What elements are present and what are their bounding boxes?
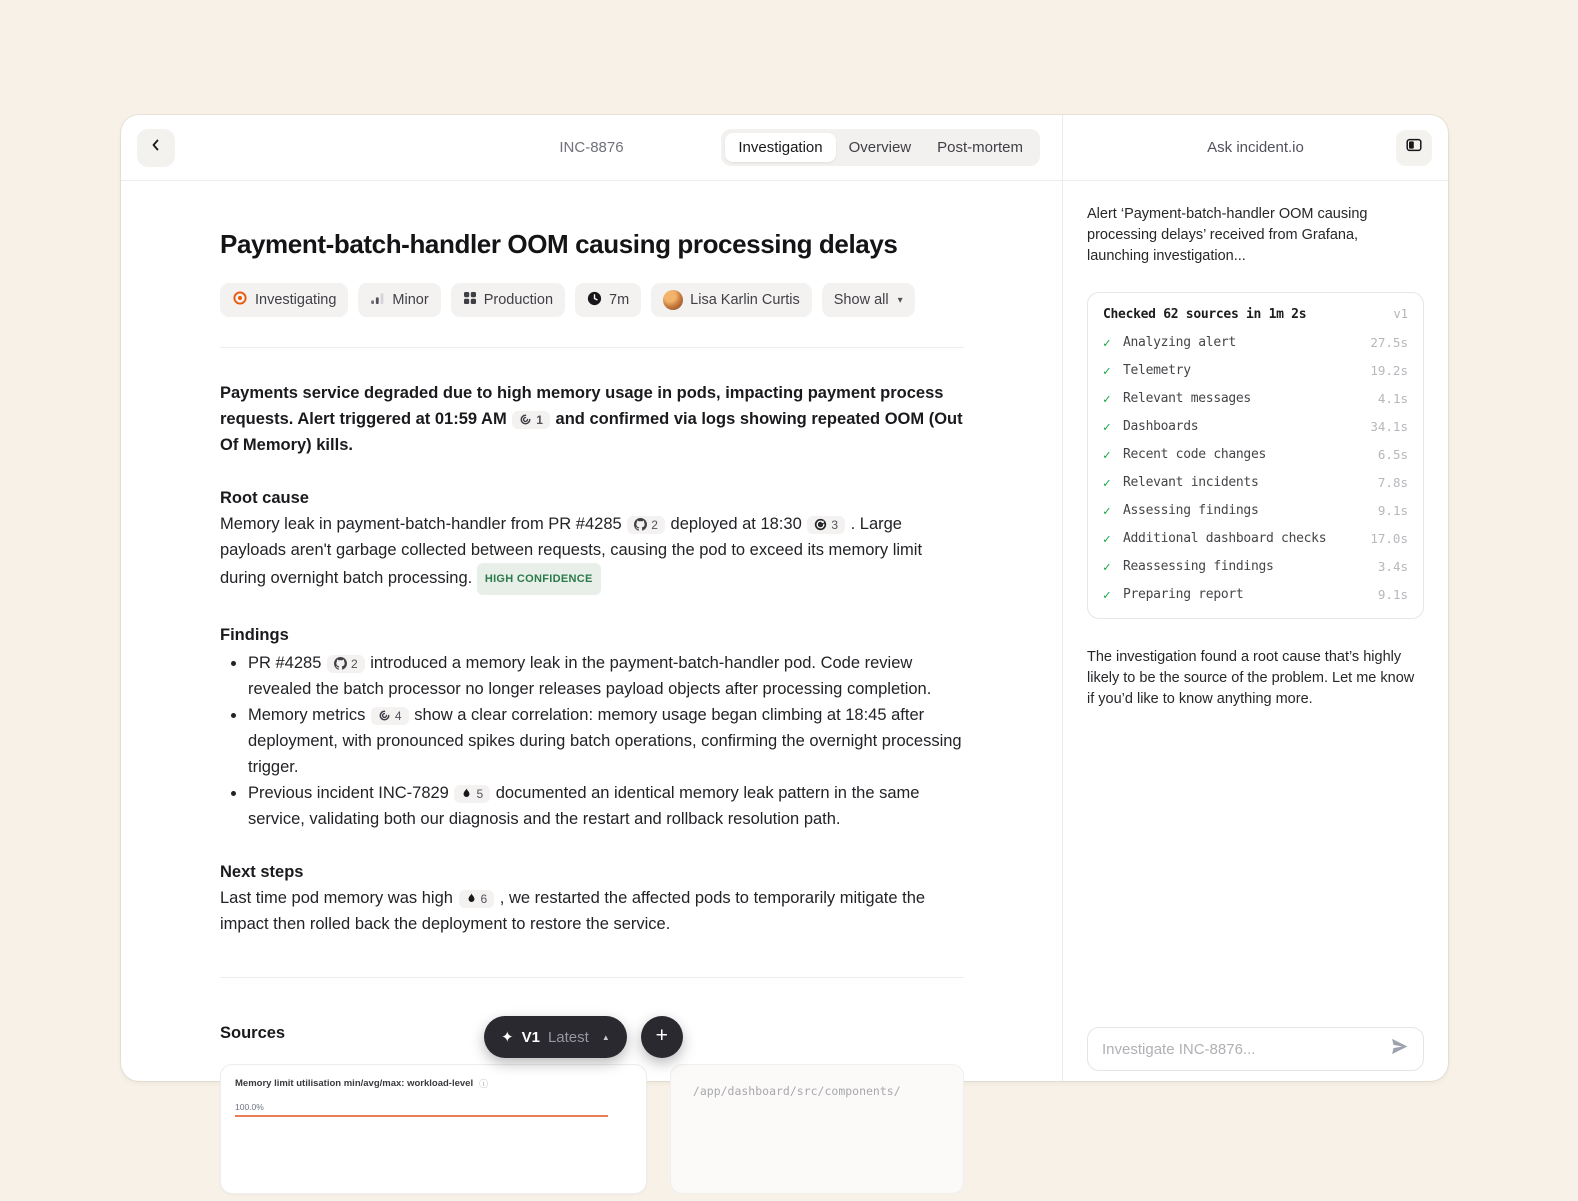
checklist-item-label: Assessing findings — [1123, 503, 1259, 518]
ask-panel-body — [1063, 204, 1448, 710]
citation-number: 6 — [480, 891, 488, 906]
summary-paragraph: Payments service degraded due to high memory usage in pods, impacting payment process requests. Alert triggered at 01:59 AM 1 and confirmed via logs showing repeated OOM (Out Of Memory) kills. — [220, 384, 963, 454]
version-controls — [484, 1016, 683, 1058]
checklist-rows — [1103, 335, 1408, 602]
checklist-item-time: 7.8s — [1377, 475, 1408, 490]
checklist-item-time: 19.2s — [1370, 363, 1408, 378]
show-all-button[interactable] — [822, 283, 915, 317]
next-steps-heading: Next steps — [220, 863, 304, 881]
lead-badge[interactable] — [651, 283, 812, 317]
chevron-up-icon: ▲ — [601, 1032, 610, 1042]
ask-input[interactable] — [1102, 1041, 1390, 1058]
main-panel — [121, 115, 1063, 1112]
check-icon: ✓ — [1103, 363, 1111, 378]
divider — [220, 977, 964, 978]
citation-chip[interactable] — [454, 785, 490, 803]
checklist-item — [1103, 419, 1408, 434]
ask-panel-title: Ask incident.io — [1207, 139, 1304, 156]
environment-label: Production — [483, 292, 554, 308]
citation-number: 2 — [350, 656, 358, 671]
clock-icon — [587, 291, 602, 310]
main-header — [121, 115, 1062, 181]
checklist-title: Checked 62 sources in 1m 2s — [1103, 307, 1307, 322]
checklist-item-label: Additional dashboard checks — [1123, 531, 1327, 546]
findings-heading: Findings — [220, 626, 289, 644]
finding-item: • Memory metrics 4 show a clear correlation: memory usage began climbing at 18:45 after deployment, with pronounced spikes during batch operations, confirming the overnight processing trigger. — [247, 702, 964, 780]
sidebar-panel-icon — [1405, 136, 1423, 159]
add-button[interactable]: + — [641, 1016, 683, 1058]
avatar — [663, 290, 683, 310]
checklist-header — [1103, 307, 1408, 322]
checklist-item — [1103, 391, 1408, 406]
checklist-item-time: 27.5s — [1370, 335, 1408, 350]
sources-row — [220, 1064, 964, 1194]
check-icon: ✓ — [1103, 475, 1111, 490]
agent-intro-message: Alert ‘Payment-batch-handler OOM causing processing delays’ received from Grafana, launching investigation... — [1087, 206, 1368, 264]
chevron-left-icon — [148, 137, 164, 158]
citation-number: 1 — [536, 412, 543, 427]
send-icon — [1390, 1037, 1409, 1061]
checklist-item-time: 9.1s — [1377, 503, 1408, 518]
check-icon: ✓ — [1103, 559, 1111, 574]
check-icon: ✓ — [1103, 447, 1111, 462]
duration-label: 7m — [609, 292, 630, 308]
checklist-item-label: Relevant incidents — [1123, 475, 1259, 490]
environment-badge[interactable] — [451, 283, 565, 317]
root-cause-heading: Root cause — [220, 489, 309, 507]
check-icon: ✓ — [1103, 335, 1111, 350]
checklist-item-time: 4.1s — [1377, 391, 1408, 406]
checklist-item-time: 6.5s — [1377, 447, 1408, 462]
checklist-item-time: 17.0s — [1370, 531, 1408, 546]
severity-bars-icon — [370, 291, 385, 310]
page-title: Payment-batch-handler OOM causing processing delays — [220, 229, 898, 259]
checklist-item — [1103, 587, 1408, 602]
code-path: /app/dashboard/src/components/ — [692, 1084, 901, 1098]
check-icon: ✓ — [1103, 503, 1111, 518]
citation-number: 2 — [651, 517, 658, 532]
checklist-item — [1103, 531, 1408, 546]
source-chart-card[interactable] — [220, 1064, 647, 1194]
checklist-version: v1 — [1393, 307, 1408, 321]
checklist-item-time: 3.4s — [1377, 559, 1408, 574]
checklist-item-label: Recent code changes — [1123, 447, 1267, 462]
lead-label: Lisa Karlin Curtis — [690, 292, 800, 308]
checklist-item-label: Dashboards — [1123, 419, 1199, 434]
citation-chip[interactable] — [371, 707, 409, 725]
collapse-panel-button[interactable] — [1396, 130, 1432, 166]
ask-input-container — [1087, 1027, 1424, 1071]
investigation-document — [121, 227, 1062, 1127]
next-steps-paragraph: Last time pod memory was high 6 , we restarted the affected pods to temporarily mitigate the impact then rolled back the deployment to restore the service. — [220, 889, 926, 933]
incident-window — [121, 115, 1448, 1112]
grid-squares-icon — [463, 291, 477, 309]
chart-line — [235, 1115, 608, 1117]
citation-chip[interactable] — [459, 890, 495, 908]
root-cause-paragraph: Memory leak in payment-batch-handler from PR #4285 2 deployed at 18:30 3 . Large payloads aren't garbage collected between requests, causing the pod to exceed its memory limit during overnight batch processing. HIGH CONFIDENCE — [220, 511, 964, 595]
grafana-icon — [519, 413, 532, 426]
grafana-icon — [378, 709, 391, 722]
citation-chip[interactable] — [512, 411, 550, 429]
tab-group — [721, 129, 1040, 166]
side-header — [1063, 115, 1448, 181]
check-icon: ✓ — [1103, 391, 1111, 406]
check-icon: ✓ — [1103, 419, 1111, 434]
finding-item: • Previous incident INC-7829 5 documented an identical memory leak pattern in the same service, validating both our diagnosis and the restart and rollback resolution path. — [247, 780, 964, 832]
show-all-label: Show all — [833, 292, 889, 308]
chart-axis-label: 100.0% — [235, 1102, 264, 1112]
source-code-card[interactable] — [670, 1064, 964, 1194]
ask-panel — [1063, 115, 1448, 1081]
checklist-item — [1103, 335, 1408, 350]
checklist-item — [1103, 503, 1408, 518]
checklist-item — [1103, 475, 1408, 490]
flame-icon — [466, 892, 477, 905]
checklist-item-label: Reassessing findings — [1123, 559, 1274, 574]
citation-number: 3 — [831, 517, 839, 532]
flame-icon — [461, 787, 472, 800]
citation-number: 5 — [476, 786, 484, 801]
citation-number: 4 — [394, 708, 402, 723]
tab-overview[interactable]: Overview — [848, 139, 912, 156]
citation-chip[interactable] — [327, 655, 365, 673]
check-icon: ✓ — [1103, 587, 1111, 602]
checklist-item-label: Preparing report — [1123, 587, 1244, 602]
status-badge[interactable] — [220, 283, 348, 317]
checklist-item-label: Relevant messages — [1123, 391, 1251, 406]
github-icon — [634, 518, 647, 531]
tab-investigation[interactable]: Investigation — [725, 133, 835, 162]
checklist-item-label: Analyzing alert — [1123, 335, 1236, 350]
citation-chip[interactable] — [807, 516, 845, 534]
checklist-item-time: 9.1s — [1377, 587, 1408, 602]
checklist-item-label: Telemetry — [1123, 363, 1191, 378]
version-state: Latest — [547, 1028, 589, 1046]
badge-row — [220, 283, 964, 317]
chevron-down-icon: ▾ — [897, 294, 903, 306]
chart-title-text: Memory limit utilisation min/avg/max: workload-level — [235, 1078, 474, 1089]
agent-outro-message: The investigation found a root cause that’s highly likely to be the source of the problem. Let me know if you’d like to know anything more. — [1087, 649, 1415, 707]
send-button[interactable] — [1390, 1037, 1409, 1061]
back-button[interactable] — [137, 129, 175, 167]
checklist-item — [1103, 363, 1408, 378]
chart-card-title — [235, 1077, 632, 1090]
severity-label: Minor — [392, 292, 429, 308]
checklist-card — [1087, 292, 1424, 619]
confidence-badge: HIGH CONFIDENCE — [477, 563, 601, 595]
status-label: Investigating — [255, 292, 337, 308]
incident-id: INC-8876 — [559, 139, 624, 156]
checklist-item — [1103, 447, 1408, 462]
severity-badge[interactable] — [358, 283, 440, 317]
version-number: V1 — [521, 1028, 540, 1046]
sparkle-icon: ✦ — [501, 1028, 514, 1046]
checklist-item — [1103, 559, 1408, 574]
divider — [220, 347, 964, 348]
tab-post-mortem[interactable]: Post-mortem — [937, 139, 1023, 156]
investigating-icon — [232, 290, 248, 310]
duration-badge[interactable] — [575, 283, 641, 317]
version-pill-button[interactable] — [484, 1016, 627, 1058]
checklist-item-time: 34.1s — [1370, 419, 1408, 434]
check-icon: ✓ — [1103, 531, 1111, 546]
citation-chip[interactable] — [627, 516, 665, 534]
finding-item: • PR #4285 2 introduced a memory leak in the payment-batch-handler pod. Code review revealed the batch processor no longer releases payload objects after processing completion. — [247, 650, 964, 702]
history-icon — [814, 518, 827, 531]
findings-list — [220, 650, 964, 832]
sources-heading: Sources — [220, 1024, 286, 1042]
info-icon: ⓘ — [479, 1079, 489, 1089]
github-icon — [334, 657, 347, 670]
